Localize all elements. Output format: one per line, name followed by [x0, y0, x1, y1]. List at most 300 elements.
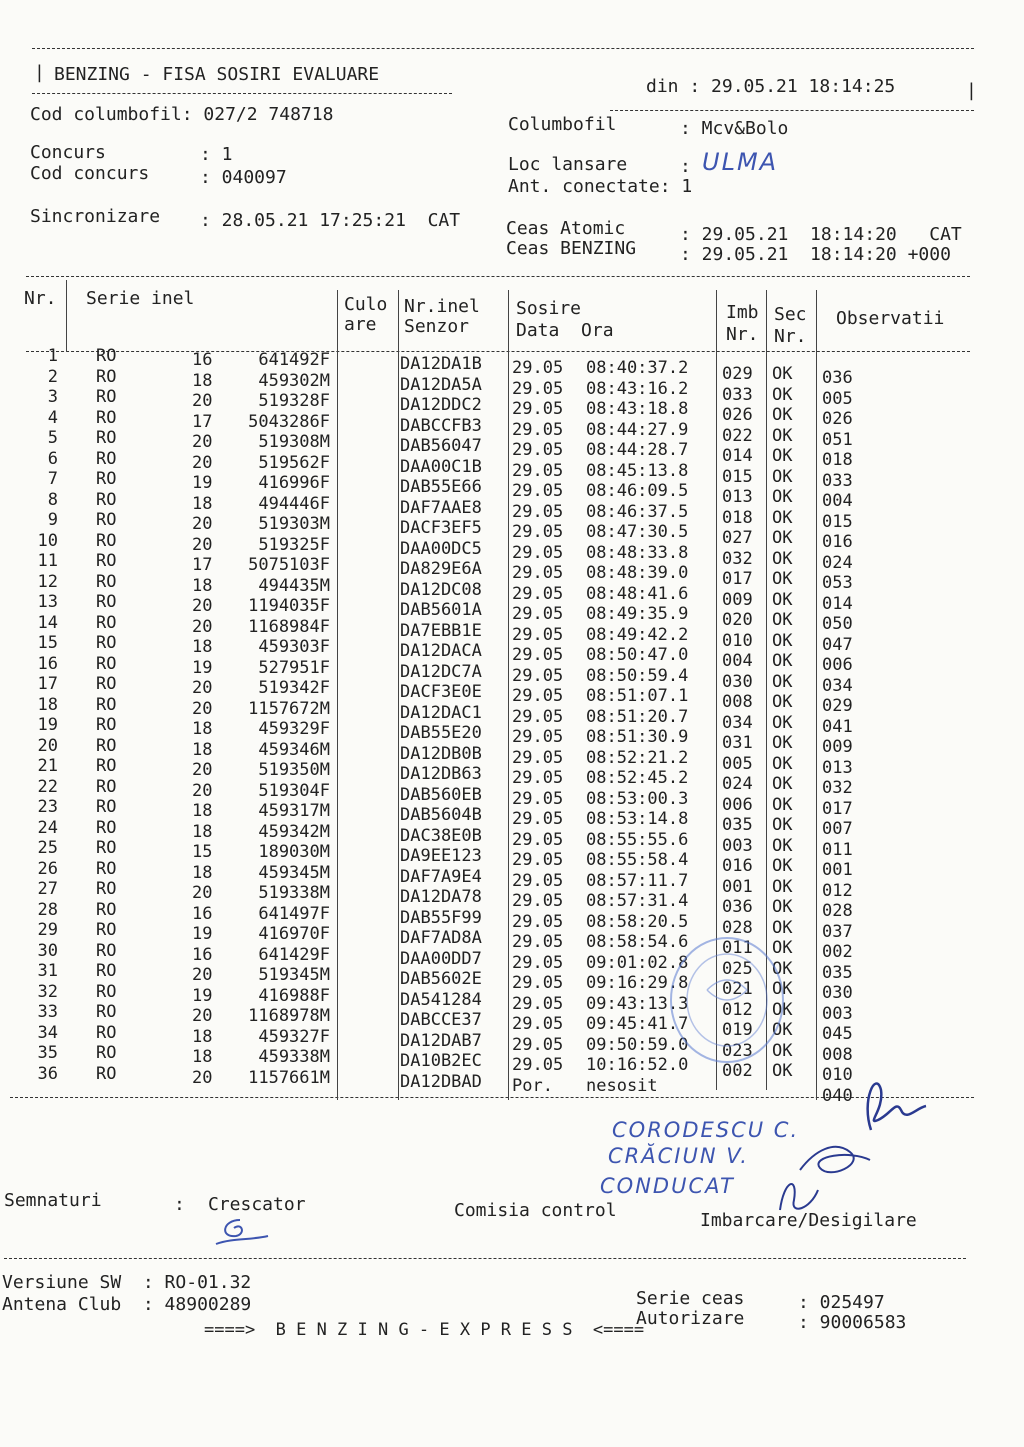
- row-sec: OK: [772, 1040, 793, 1061]
- concurs-label: Concurs: [30, 142, 106, 163]
- row-box-nr: 008: [722, 692, 753, 712]
- row-year: 18: [192, 575, 213, 596]
- row-number: 7: [47, 469, 58, 489]
- row-observatii: 045: [822, 1024, 853, 1044]
- row-sec: OK: [772, 774, 793, 794]
- row-sec: OK: [772, 487, 793, 507]
- row-box-nr: 017: [722, 569, 753, 589]
- row-box-nr: 001: [722, 876, 753, 897]
- semnaturi-label: Semnaturi: [4, 1190, 102, 1211]
- row-box-nr: 011: [722, 938, 753, 958]
- row-date: 29.05: [512, 706, 564, 727]
- page-title: BENZING - FISA SOSIRI EVALUARE: [54, 64, 380, 85]
- row-time: 08:52:45.2: [586, 768, 689, 788]
- row-sensor: DA7EBB1E: [400, 620, 482, 641]
- row-ring: 1168984F: [248, 616, 330, 637]
- row-date: 29.05: [512, 645, 564, 665]
- row-country: RO: [96, 981, 117, 1002]
- row-observatii: 026: [822, 409, 853, 429]
- row-observatii: 030: [822, 983, 853, 1003]
- row-sensor: DAB55E20: [400, 723, 482, 743]
- row-country: RO: [96, 530, 117, 551]
- row-number: 31: [37, 961, 58, 981]
- row-date: 29.05: [512, 870, 564, 891]
- row-date: 29.05: [512, 440, 564, 460]
- row-sensor: DA12DBAD: [400, 1071, 482, 1092]
- row-number: 33: [37, 1002, 58, 1022]
- row-box-nr: 028: [722, 917, 753, 938]
- serie-ceas-label: Serie ceas: [636, 1288, 745, 1309]
- row-year: 19: [192, 657, 213, 678]
- row-ring: 519345M: [258, 965, 330, 985]
- row-box-nr: 016: [722, 856, 753, 876]
- row-date: 29.05: [512, 358, 564, 378]
- row-ring: 459346M: [258, 739, 330, 760]
- row-year: 19: [192, 924, 213, 944]
- row-ring: 416988F: [258, 985, 330, 1006]
- row-sensor: DA12DA5A: [400, 374, 482, 395]
- row-date: 29.05: [512, 1034, 564, 1055]
- row-date: 29.05: [512, 952, 564, 973]
- row-sensor: DA12DA1B: [400, 354, 482, 374]
- row-observatii: 009: [822, 737, 853, 757]
- row-date: Por.: [512, 1075, 553, 1096]
- row-date: 29.05: [512, 501, 564, 522]
- row-box-nr: 031: [722, 733, 753, 753]
- row-year: 18: [192, 637, 213, 657]
- row-time: 09:50:59.0: [586, 1034, 689, 1055]
- row-ring: 416996F: [258, 473, 330, 493]
- row-date: 29.05: [512, 850, 564, 870]
- row-sec: OK: [772, 1061, 793, 1081]
- row-sec: OK: [772, 610, 793, 630]
- row-year: 17: [192, 411, 213, 432]
- row-time: 08:47:30.5: [586, 522, 689, 542]
- row-box-nr: 005: [722, 753, 753, 774]
- row-sensor: DAC38E0B: [400, 825, 482, 846]
- row-country: RO: [96, 879, 117, 899]
- th-inel-2: Senzor: [404, 316, 470, 337]
- stamp-seal-icon: [662, 930, 792, 1070]
- row-sensor: DA12DA78: [400, 887, 482, 907]
- row-box-nr: 006: [722, 794, 753, 815]
- row-time: nesosit: [586, 1075, 658, 1096]
- pipe-right: |: [966, 80, 977, 101]
- row-observatii: 004: [822, 491, 853, 511]
- footer-divider: [4, 1258, 966, 1259]
- row-sensor: DA12DC08: [400, 579, 482, 600]
- row-ring: 519562F: [258, 452, 330, 473]
- row-year: 20: [192, 616, 213, 637]
- row-sensor: DA12DDC2: [400, 395, 482, 415]
- row-time: 09:01:02.8: [586, 952, 689, 973]
- row-time: 08:46:09.5: [586, 481, 689, 501]
- row-date: 29.05: [512, 624, 564, 645]
- row-box-nr: 025: [722, 958, 753, 979]
- row-sensor: DA9EE123: [400, 846, 482, 866]
- row-country: RO: [96, 940, 117, 961]
- row-observatii: 008: [822, 1044, 853, 1065]
- row-country: RO: [96, 674, 117, 694]
- antena-club: Antena Club : 48900289: [2, 1294, 252, 1315]
- row-year: 20: [192, 1067, 213, 1088]
- row-time: 08:43:16.2: [586, 378, 689, 399]
- row-year: 20: [192, 432, 213, 452]
- row-number: 16: [37, 653, 58, 674]
- row-observatii: 047: [822, 634, 853, 655]
- row-ring: 1157672M: [248, 698, 330, 719]
- row-date: 29.05: [512, 727, 564, 747]
- row-year: 20: [192, 965, 213, 985]
- row-number: 18: [37, 694, 58, 715]
- row-number: 27: [37, 879, 58, 899]
- row-sec: OK: [772, 671, 793, 692]
- row-country: RO: [96, 756, 117, 776]
- row-sec: OK: [772, 630, 793, 651]
- row-box-nr: 026: [722, 405, 753, 425]
- row-observatii: 011: [822, 839, 853, 860]
- row-sec: OK: [772, 917, 793, 938]
- row-date: 29.05: [512, 399, 564, 419]
- row-time: 08:49:35.9: [586, 604, 689, 624]
- row-time: 08:58:54.6: [586, 932, 689, 952]
- row-time: 08:45:13.8: [586, 460, 689, 481]
- row-ring: 519350M: [258, 760, 330, 780]
- row-year: 17: [192, 555, 213, 575]
- row-time: 08:53:00.3: [586, 788, 689, 809]
- row-time: 08:50:47.0: [586, 645, 689, 665]
- row-sec: OK: [772, 999, 793, 1020]
- row-ring: 5043286F: [248, 411, 330, 432]
- row-box-nr: 015: [722, 466, 753, 487]
- row-ring: 416970F: [258, 924, 330, 944]
- th-culo-2: are: [344, 314, 377, 335]
- row-observatii: 029: [822, 696, 853, 716]
- row-number: 15: [37, 633, 58, 653]
- ceas-benzing-value: : 29.05.21 18:14:20 +000: [680, 244, 951, 265]
- row-ring: 1168978M: [248, 1006, 330, 1026]
- semnaturi-sep: :: [174, 1194, 185, 1215]
- row-date: 29.05: [512, 542, 564, 563]
- th-culo: Culo: [344, 294, 388, 315]
- row-country: RO: [96, 1002, 117, 1022]
- row-sensor: DAF7AAE8: [400, 497, 482, 518]
- row-date: 29.05: [512, 829, 564, 850]
- row-observatii: 013: [822, 757, 853, 778]
- row-sensor: DAB55F99: [400, 907, 482, 928]
- columbofil-value: : Mcv&Bolo: [680, 118, 789, 139]
- row-number: 2: [47, 366, 58, 387]
- row-observatii: 035: [822, 962, 853, 983]
- row-time: 08:49:42.2: [586, 624, 689, 645]
- col-separator: [66, 280, 67, 352]
- row-number: 26: [37, 858, 58, 879]
- serie-ceas-value: : 025497: [798, 1292, 885, 1313]
- row-time: 09:45:41.7: [586, 1014, 689, 1034]
- row-sec: OK: [772, 384, 793, 405]
- row-country: RO: [96, 920, 117, 940]
- row-box-nr: 014: [722, 446, 753, 466]
- row-sec: OK: [772, 507, 793, 528]
- row-country: RO: [96, 571, 117, 592]
- row-number: 14: [37, 612, 58, 633]
- row-time: 08:51:20.7: [586, 706, 689, 727]
- row-number: 36: [37, 1063, 58, 1084]
- row-sec: OK: [772, 589, 793, 610]
- handwritten-name-2: CRĂCIUN V.: [608, 1144, 749, 1168]
- row-ring: 459345M: [258, 862, 330, 883]
- row-year: 16: [192, 944, 213, 965]
- row-sec: OK: [772, 958, 793, 979]
- row-ring: 459342M: [258, 821, 330, 842]
- row-sensor: DA12DB0B: [400, 743, 482, 764]
- autorizare-label: Autorizare: [636, 1308, 745, 1329]
- row-year: 20: [192, 391, 213, 411]
- row-country: RO: [96, 1043, 117, 1063]
- row-ring: 519303M: [258, 514, 330, 534]
- row-observatii: 015: [822, 511, 853, 532]
- row-box-nr: 034: [722, 712, 753, 733]
- row-year: 18: [192, 370, 213, 391]
- row-time: 08:46:37.5: [586, 501, 689, 522]
- row-observatii: 016: [822, 532, 853, 552]
- row-country: RO: [96, 776, 117, 797]
- row-sensor: DAA00DC5: [400, 538, 482, 559]
- row-country: RO: [96, 489, 117, 510]
- row-country: RO: [96, 838, 117, 858]
- row-date: 29.05: [512, 993, 564, 1014]
- row-number: 35: [37, 1043, 58, 1063]
- row-date: 29.05: [512, 665, 564, 686]
- row-time: 08:51:30.9: [586, 727, 689, 747]
- row-year: 18: [192, 862, 213, 883]
- row-sec: OK: [772, 856, 793, 876]
- row-date: 29.05: [512, 686, 564, 706]
- row-ring: 641497F: [258, 903, 330, 924]
- row-box-nr: 019: [722, 1020, 753, 1040]
- row-number: 29: [37, 920, 58, 940]
- row-time: 08:48:33.8: [586, 542, 689, 563]
- sincronizare-label: Sincronizare: [30, 206, 161, 227]
- row-time: 08:53:14.8: [586, 809, 689, 829]
- row-box-nr: 030: [722, 671, 753, 692]
- row-country: RO: [96, 715, 117, 735]
- row-year: 20: [192, 780, 213, 801]
- row-number: 30: [37, 940, 58, 961]
- row-date: 29.05: [512, 460, 564, 481]
- row-ring: 641492F: [258, 350, 330, 370]
- row-ring: 1194035F: [248, 596, 330, 616]
- th-serie: Serie inel: [86, 288, 195, 309]
- row-number: 1: [47, 346, 58, 366]
- row-observatii: 040: [822, 1085, 853, 1106]
- row-sec: OK: [772, 794, 793, 815]
- row-sec: OK: [772, 528, 793, 548]
- row-observatii: 041: [822, 716, 853, 737]
- row-country: RO: [96, 1063, 117, 1084]
- row-ring: 459303F: [258, 637, 330, 657]
- row-time: 08:48:41.6: [586, 583, 689, 604]
- row-time: 08:48:39.0: [586, 563, 689, 583]
- row-sec: OK: [772, 712, 793, 733]
- row-box-nr: 029: [722, 364, 753, 384]
- row-sec: OK: [772, 938, 793, 958]
- row-number: 17: [37, 674, 58, 694]
- row-number: 19: [37, 715, 58, 735]
- row-date: 29.05: [512, 1055, 564, 1075]
- imbarcare-label: Imbarcare/Desigilare: [700, 1210, 917, 1231]
- row-number: 20: [37, 735, 58, 756]
- row-year: 20: [192, 514, 213, 534]
- th-imb: Imb: [726, 302, 759, 323]
- row-year: 15: [192, 842, 213, 862]
- row-date: 29.05: [512, 911, 564, 932]
- row-ring: 459302M: [258, 370, 330, 391]
- row-year: 18: [192, 1047, 213, 1067]
- cod-concurs-value: : 040097: [200, 167, 287, 188]
- cod-columbofil: Cod columbofil: 027/2 748718: [30, 104, 334, 125]
- row-ring: 527951F: [258, 657, 330, 678]
- report-date: din : 29.05.21 18:14:25: [646, 76, 896, 97]
- row-observatii: 024: [822, 552, 853, 573]
- columbofil-label: Columbofil: [508, 114, 617, 135]
- row-year: 18: [192, 493, 213, 514]
- row-date: 29.05: [512, 419, 564, 440]
- row-ring: 459327F: [258, 1026, 330, 1047]
- row-time: 09:16:29.8: [586, 973, 689, 993]
- row-year: 20: [192, 760, 213, 780]
- row-time: 09:43:13.3: [586, 993, 689, 1014]
- row-observatii: 018: [822, 450, 853, 470]
- row-time: 08:51:07.1: [586, 686, 689, 706]
- row-number: 12: [37, 571, 58, 592]
- row-sensor: DAF7AD8A: [400, 928, 482, 948]
- pipe-left: |: [34, 62, 45, 83]
- row-time: 08:52:21.2: [586, 747, 689, 768]
- ceas-benzing-label: Ceas BENZING: [506, 238, 637, 259]
- row-number: 3: [47, 387, 58, 407]
- row-box-nr: 021: [722, 979, 753, 999]
- row-ring: 1157661M: [248, 1067, 330, 1088]
- row-date: 29.05: [512, 768, 564, 788]
- row-observatii: 037: [822, 921, 853, 942]
- row-number: 13: [37, 592, 58, 612]
- row-number: 23: [37, 797, 58, 817]
- brand-footer: ====> B E N Z I N G - E X P R E S S <====: [204, 1320, 645, 1340]
- row-observatii: 005: [822, 388, 853, 409]
- row-country: RO: [96, 817, 117, 838]
- row-time: 10:16:52.0: [586, 1055, 689, 1075]
- row-date: 29.05: [512, 563, 564, 583]
- row-number: 25: [37, 838, 58, 858]
- autorizare-value: : 90006583: [798, 1312, 907, 1333]
- row-year: 18: [192, 821, 213, 842]
- table-top-divider: [26, 276, 970, 277]
- row-number: 24: [37, 817, 58, 838]
- row-year: 18: [192, 801, 213, 821]
- row-country: RO: [96, 961, 117, 981]
- row-sec: OK: [772, 815, 793, 835]
- row-box-nr: 003: [722, 835, 753, 856]
- row-time: 08:43:18.8: [586, 399, 689, 419]
- sincronizare-value: : 28.05.21 17:25:21 CAT: [200, 210, 461, 231]
- row-sec: OK: [772, 876, 793, 897]
- row-sensor: DA10B2EC: [400, 1051, 482, 1071]
- row-ring: 641429F: [258, 944, 330, 965]
- row-sensor: DA12DC7A: [400, 661, 482, 682]
- row-sensor: DA12DB63: [400, 764, 482, 784]
- th-observatii: Observatii: [836, 308, 945, 329]
- th-inel: Nr.inel: [404, 296, 480, 317]
- row-sensor: DA12DACA: [400, 641, 482, 661]
- row-sensor: DAB560EB: [400, 784, 482, 805]
- handwritten-name-1: CORODESCU C.: [612, 1118, 800, 1142]
- row-time: 08:55:58.4: [586, 850, 689, 870]
- signature-icon: [212, 1212, 272, 1252]
- row-sensor: DA541284: [400, 989, 482, 1010]
- cod-concurs-label: Cod concurs: [30, 163, 150, 184]
- row-observatii: 006: [822, 655, 853, 675]
- ceas-atomic-label: Ceas Atomic: [506, 218, 626, 239]
- row-sensor: DACF3E0E: [400, 682, 482, 702]
- row-sensor: DAB5602E: [400, 969, 482, 989]
- row-sensor: DABCCFB3: [400, 415, 482, 436]
- row-date: 29.05: [512, 522, 564, 542]
- row-sec: OK: [772, 569, 793, 589]
- row-ring: 459338M: [258, 1047, 330, 1067]
- row-sensor: DAB55E66: [400, 477, 482, 497]
- row-sensor: DA12DAB7: [400, 1030, 482, 1051]
- row-number: 32: [37, 981, 58, 1002]
- row-box-nr: 024: [722, 774, 753, 794]
- row-observatii: 036: [822, 368, 853, 388]
- th-sosire: Sosire: [516, 298, 582, 319]
- row-time: 08:55:55.6: [586, 829, 689, 850]
- row-number: 21: [37, 756, 58, 776]
- row-ring: 519338M: [258, 883, 330, 903]
- row-observatii: 032: [822, 778, 853, 798]
- row-sec: OK: [772, 897, 793, 917]
- row-ring: 519342F: [258, 678, 330, 698]
- row-year: 18: [192, 719, 213, 739]
- th-sosire-2: Data Ora: [516, 320, 614, 341]
- row-country: RO: [96, 858, 117, 879]
- row-time: 08:50:59.4: [586, 665, 689, 686]
- row-ring: 189030M: [258, 842, 330, 862]
- row-ring: 519304F: [258, 780, 330, 801]
- row-year: 19: [192, 985, 213, 1006]
- row-sec: OK: [772, 364, 793, 384]
- row-observatii: 010: [822, 1065, 853, 1085]
- ant-conectate: Ant. conectate: 1: [508, 176, 693, 197]
- row-sensor: DAF7A9E4: [400, 866, 482, 887]
- row-sensor: DA12DAC1: [400, 702, 482, 723]
- row-observatii: 033: [822, 470, 853, 491]
- row-number: 4: [47, 407, 58, 428]
- versiune-sw: Versiune SW : RO-01.32: [2, 1272, 252, 1293]
- row-sec: OK: [772, 733, 793, 753]
- row-year: 18: [192, 1026, 213, 1047]
- row-sec: OK: [772, 548, 793, 569]
- row-observatii: 007: [822, 819, 853, 839]
- loc-lansare-handwritten: ULMA: [702, 148, 779, 176]
- row-number: 8: [47, 489, 58, 510]
- row-country: RO: [96, 694, 117, 715]
- row-box-nr: 009: [722, 589, 753, 610]
- th-sec: Sec: [774, 304, 807, 325]
- loc-lansare-label: Loc lansare: [508, 154, 628, 175]
- row-time: 08:40:37.2: [586, 358, 689, 378]
